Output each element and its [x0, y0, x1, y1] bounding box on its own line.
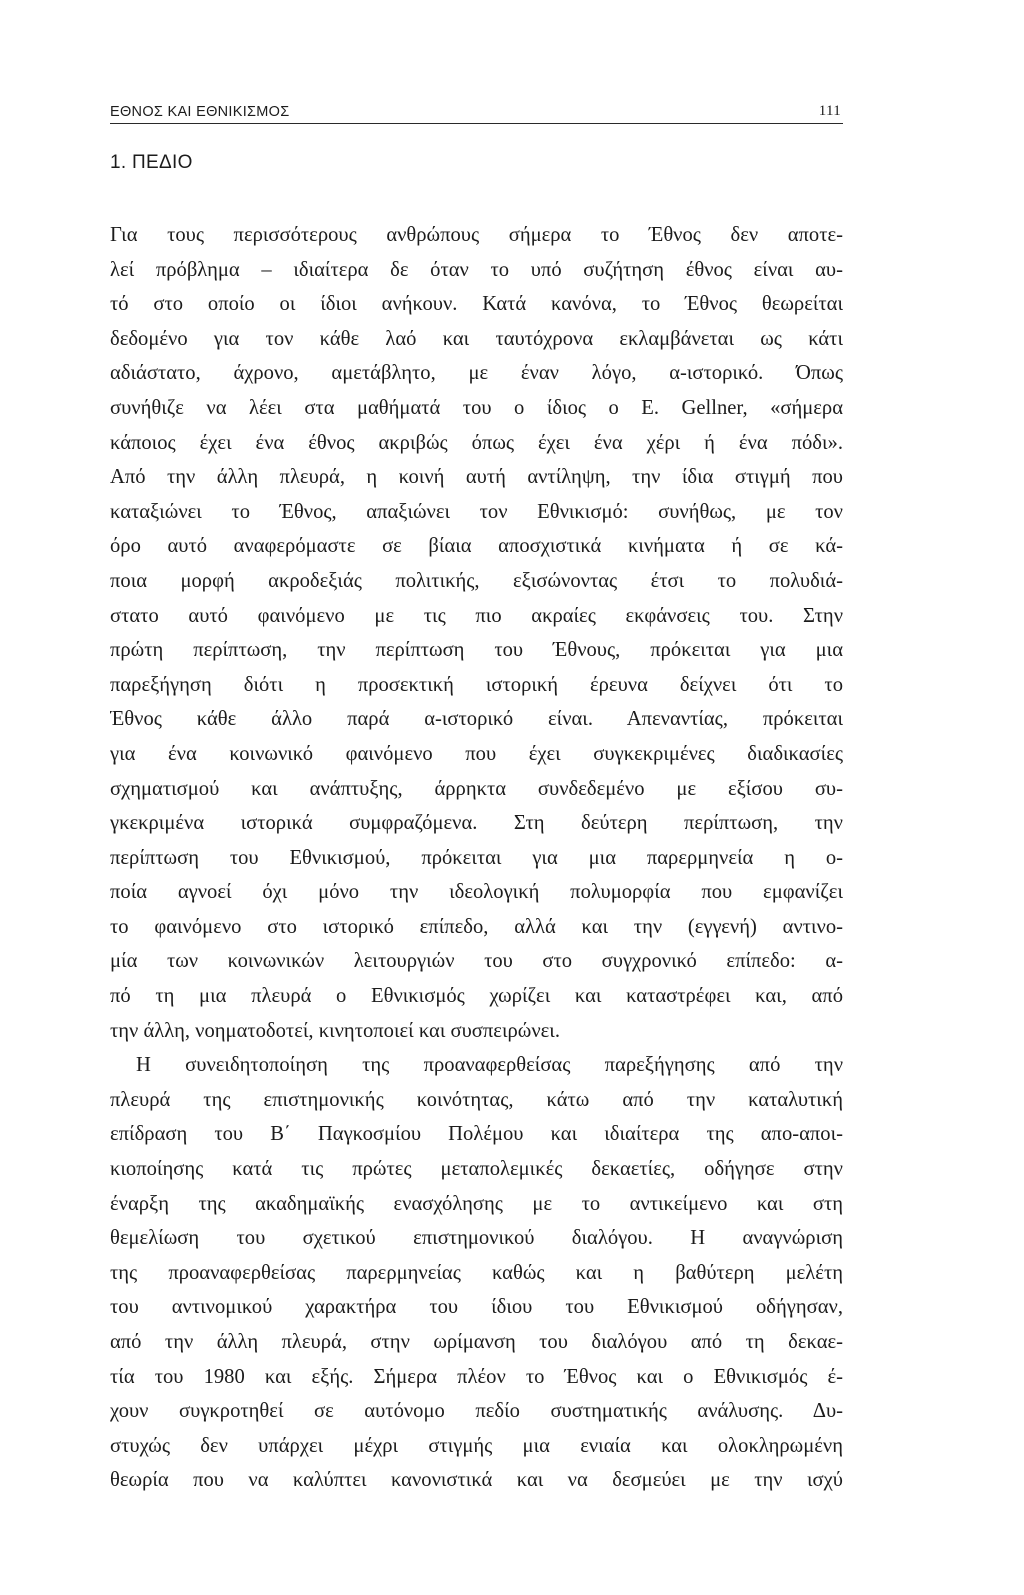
- text-line: κάποιος έχει ένα έθνος ακριβώς όπως έχει ένα χέρι ή ένα πόδι».: [110, 431, 843, 454]
- text-line: μία των κοινωνικών λειτουργιών του στο συγχρονικό επίπεδο: α-: [110, 950, 843, 973]
- text-line: στυχώς δεν υπάρχει μέχρι στιγμής μια ενιαία και ολοκληρωμένη: [110, 1434, 843, 1457]
- text-line: παρεξήγηση διότι η προσεκτική ιστορική έρευνα δείχνει ότι το: [110, 673, 843, 696]
- text-line: αδιάστατο, άχρονο, αμετάβλητο, με έναν λόγο, α-ιστορικό. Όπως: [110, 362, 843, 385]
- paragraph-1: [110, 218, 843, 1048]
- text-line: συνήθιζε να λέει στα μαθήματά του ο ίδιος ο Ε. Gellner, «σήμερα: [110, 396, 843, 419]
- text-line: θεωρία που να καλύπτει κανονιστικά και να δεσμεύει με την ισχύ: [110, 1469, 843, 1492]
- text-line: πρώτη περίπτωση, την περίπτωση του Έθνους, πρόκειται για μια: [110, 639, 843, 662]
- text-line: την άλλη, νοηματοδοτεί, κινητοποιεί και συσπειρώνει.: [110, 1019, 560, 1042]
- text-line: για ένα κοινωνικό φαινόμενο που έχει συγκεκριμένες διαδικασίες: [110, 742, 843, 765]
- text-line: τία του 1980 και εξής. Σήμερα πλέον το Έθνος και ο Εθνικισμός έ-: [110, 1365, 843, 1388]
- text-line: τό στο οποίο οι ίδιοι ανήκουν. Κατά κανόνα, το Έθνος θεωρείται: [110, 293, 843, 316]
- text-line: περίπτωση του Εθνικισμού, πρόκειται για μια παρερμηνεία η ο-: [110, 846, 843, 869]
- text-line: στατο αυτό φαινόμενο με τις πιο ακραίες εκφάνσεις του. Στην: [110, 604, 843, 627]
- paragraph-2: [110, 1048, 843, 1498]
- text-line: ποία αγνοεί όχι μόνο την ιδεολογική πολυμορφία που εμφανίζει: [110, 881, 843, 904]
- text-line: σχηματισμού και ανάπτυξης, άρρηκτα συνδεδεμένο με εξίσου συ-: [110, 777, 843, 800]
- text-line: όρο αυτό αναφερόμαστε σε βίαια αποσχιστικά κινήματα ή σε κά-: [110, 535, 843, 558]
- text-line: λεί πρόβλημα – ιδιαίτερα δε όταν το υπό συζήτηση έθνος είναι αυ-: [110, 258, 843, 281]
- text-line: δεδομένο για τον κάθε λαό και ταυτόχρονα εκλαμβάνεται ως κάτι: [110, 327, 843, 350]
- page-number: 111: [818, 103, 841, 119]
- text-line: το φαινόμενο στο ιστορικό επίπεδο, αλλά και την (εγγενή) αντινο-: [110, 915, 843, 938]
- section-title: 1. ΠΕΔΙΟ: [110, 152, 193, 173]
- text-line: Για τους περισσότερους ανθρώπους σήμερα το Έθνος δεν αποτε-: [110, 224, 843, 246]
- text-line: του αντινομικού χαρακτήρα του ίδιου του Εθνικισμού οδήγησαν,: [110, 1296, 843, 1319]
- running-title: ΕΘΝΟΣ ΚΑΙ ΕΘΝΙΚΙΣΜΟΣ: [110, 104, 290, 120]
- text-line: της προαναφερθείσας παρερμηνείας καθώς και η βαθύτερη μελέτη: [110, 1261, 843, 1284]
- text-line: κιοποίησης κατά τις πρώτες μεταπολεμικές δεκαετίες, οδήγησε στην: [110, 1158, 843, 1181]
- text-line: Από την άλλη πλευρά, η κοινή αυτή αντίληψη, την ίδια στιγμή που: [110, 466, 843, 489]
- text-line: Έθνος κάθε άλλο παρά α-ιστορικό είναι. Απεναντίας, πρόκειται: [110, 708, 843, 731]
- body-text: [110, 218, 843, 1498]
- text-line: πό τη μια πλευρά ο Εθνικισμός χωρίζει και καταστρέφει και, από: [110, 985, 843, 1008]
- book-page: [110, 100, 843, 1498]
- text-line: πλευρά της επιστημονικής κοινότητας, κάτω από την καταλυτική: [110, 1088, 843, 1111]
- text-line: γκεκριμένα ιστορικά συμφραζόμενα. Στη δεύτερη περίπτωση, την: [110, 812, 843, 835]
- text-line: από την άλλη πλευρά, στην ωρίμανση του διαλόγου από τη δεκαε-: [110, 1331, 843, 1353]
- text-line: Η συνειδητοποίηση της προαναφερθείσας παρεξήγησης από την: [136, 1054, 843, 1077]
- text-line: επίδραση του Β΄ Παγκοσμίου Πολέμου και ιδιαίτερα της απο-αποι-: [110, 1123, 843, 1146]
- text-line: καταξιώνει το Έθνος, απαξιώνει τον Εθνικισμό: συνήθως, με τον: [110, 500, 843, 523]
- text-line: χουν συγκροτηθεί σε αυτόνομο πεδίο συστηματικής ανάλυσης. Δυ-: [110, 1400, 843, 1423]
- text-line: ποια μορφή ακροδεξιάς πολιτικής, εξισώνοντας έτσι το πολυδιά-: [110, 569, 843, 592]
- running-header: [110, 100, 843, 124]
- text-line: έναρξη της ακαδημαϊκής ενασχόλησης με το αντικείμενο και στη: [110, 1192, 843, 1215]
- text-line: θεμελίωση του σχετικού επιστημονικού διαλόγου. Η αναγνώριση: [110, 1227, 843, 1250]
